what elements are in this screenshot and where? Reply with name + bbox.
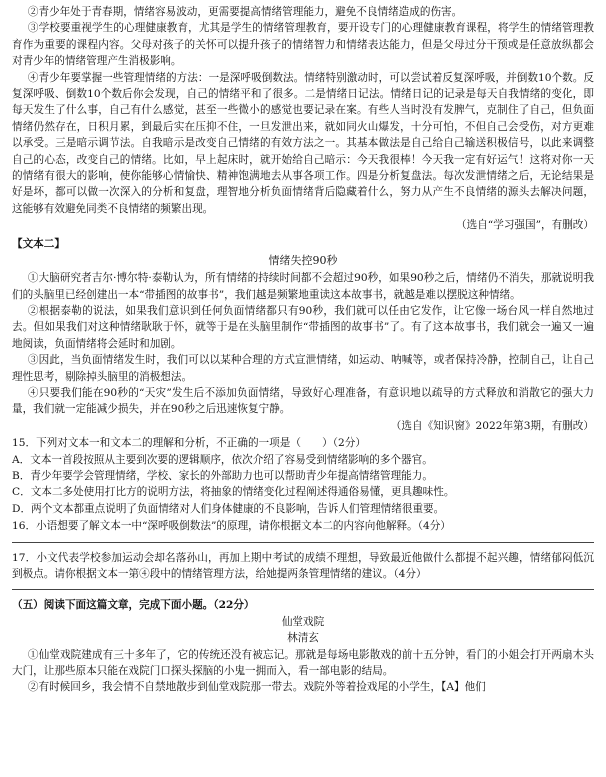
article-paragraph-2: ②有时候回乡，我会情不自禁地散步到仙堂戏院那一带去。戏院外等着捡戏尾的小学生，【A】他们 bbox=[27, 681, 486, 694]
article-author: 林清玄 bbox=[287, 632, 319, 645]
option-d: D．两个文本都重点说明了负面情绪对人们身体健康的不良影响，告诉人们管理情绪很重要。 bbox=[12, 502, 445, 515]
text1-paragraph-4: ④青少年要掌握一些管理情绪的方法：一是深呼吸倒数法。情绪特别激动时，可以尝试着反复深呼吸，并倒数10个数。反复深呼吸、倒数10个数后你会发现，自己的情绪平和了很多。二是情绪日记法。情绪日记的记录是每天自我情绪的变化，即每天发生了什么事，自己有什么感觉，甚至一些微小的感觉也要记录在案。有些人当时没有发脾气，克制住了自己，但负面情绪仍然存在，日积月累，到最后实在压抑不住，一旦发泄出来，就如同火山爆发，十分可怕，不但自己会受伤，对方更难以承受。三是暗示调节法。自我暗示是改变自己情绪的有效方法之一。其基本做法是自己给自己输送积极信号，以此来调整自己的心态，改变自己的情绪。比如，早上起床时，就开始给自己暗示：今天我很棒！今天我一定有好运气！这将对你一天的情绪有很大的影响，使你能够心情愉快、精神饱满地去从事各项工作。四是分析复盘法。每次发泄情绪之后，无论结果是好是坏，都可以做一次深入的分析和复盘，理智地分析负面情绪背后隐藏着什么，努力从产生不良情绪的源头去解决问题，这能够有效避免同类不良情绪的频繁出现。 bbox=[12, 71, 594, 215]
question-17: 17．小文代表学校参加运动会却名落孙山，再加上期中考试的成绩不理想，导致最近他做什么都提不起兴趣，情绪郁闷低沉到极点。请你根据文本一第④段中的情绪管理方法，给她提两条管理情绪的建议。（4分） bbox=[12, 551, 594, 580]
article-title: 仙堂戏院 bbox=[281, 615, 325, 628]
text2-paragraph-4: ④只要我们能在90秒的“天灾”发生后不添加负面情绪，导致好心理准备，有意识地以疏导的方式释放和消散它的强大力量，我们就一定能减少损失，并在90秒之后迅速恢复宁静。 bbox=[12, 386, 594, 416]
section-5-heading: （五）阅读下面这篇文章，完成下面小题。（22分） bbox=[12, 599, 255, 612]
question-16: 16．小语想要了解文本一中“深呼吸倒数法”的原理，请你根据文本二的内容向他解释。（4分） bbox=[12, 520, 451, 533]
article-paragraph-1: ①仙堂戏院建成有三十多年了，它的传统还没有被忘记。那就是每场电影散戏的前十五分钟，看门的小姐会打开两扇木头大门，让那些原本只能在戏院门口探头探脑的小鬼一拥而入，看一部电影的结局。 bbox=[12, 648, 594, 678]
text1-paragraph-3: ③学校要重视学生的心理健康教育，尤其是学生的情绪管理教育，要开设专门的心理健康教育课程，将学生的情绪管理教育作为重要的课程内容。父母对孩子的关怀可以提升孩子的情绪智力和情绪表达能力，但是父母过分干预或是任意放纵都会对青少年的情绪管理产生消极影响。 bbox=[12, 22, 594, 68]
option-c: C．文本二多处使用打比方的说明方法，将抽象的情绪变化过程阐述得通俗易懂，更具趣味性。 bbox=[12, 486, 455, 499]
text1-paragraph-2: ②青少年处于青春期，情绪容易波动，更需要提高情绪管理能力，避免不良情绪造成的伤害。 bbox=[27, 6, 463, 18]
question-15: 15．下列对文本一和文本二的理解和分析，不正确的一项是（ ）（2分） bbox=[12, 437, 366, 450]
answer-line-16 bbox=[12, 542, 594, 543]
option-a: A．文本一首段按照从主要到次要的逻辑顺序，依次介绍了容易受到情绪影响的多个器官。 bbox=[12, 453, 433, 466]
text2-label: 【文本二】 bbox=[12, 237, 65, 250]
text2-paragraph-1: ①大脑研究者吉尔·博尔特·泰勒认为，所有情绪的持续时间都不会超过90秒，如果90秒之后，情绪仍不消失，那就说明我们的头脑里已经创建出一本“带插图的故事书”，我们越是频繁地重读这本故事书，就越是难以摆脱这种情绪。 bbox=[12, 272, 594, 301]
answer-line-17 bbox=[12, 589, 594, 590]
text2-source: （选自《知识窗》2022年第3期，有删改） bbox=[390, 419, 594, 432]
text2-paragraph-3: ③因此，当负面情绪发生时，我们可以以某种合理的方式宣泄情绪，如运动、呐喊等，或者保持冷静，控制自己，让自己理性思考，剔除掉头脑里的消极想法。 bbox=[12, 354, 594, 383]
text1-source: （选自“学习强国”，有删改） bbox=[456, 219, 594, 232]
option-b: B．青少年要学会管理情绪，学校、家长的外部助力也可以帮助青少年提高情绪管理能力。 bbox=[12, 469, 433, 482]
text2-title: 情绪失控90秒 bbox=[268, 254, 338, 268]
text2-paragraph-2: ②根据泰勒的说法，如果我们意识到任何负面情绪都只有90秒，我们就可以任由它发作，让它像一场台风一样自然地过去。但如果我们对这种情绪耿耿于怀，就等于是在头脑里制作“带插图的故事书”了。有了这本故事书，我们就会一遍又一遍地阅读，负面情绪将会延时和加剧。 bbox=[12, 304, 594, 350]
